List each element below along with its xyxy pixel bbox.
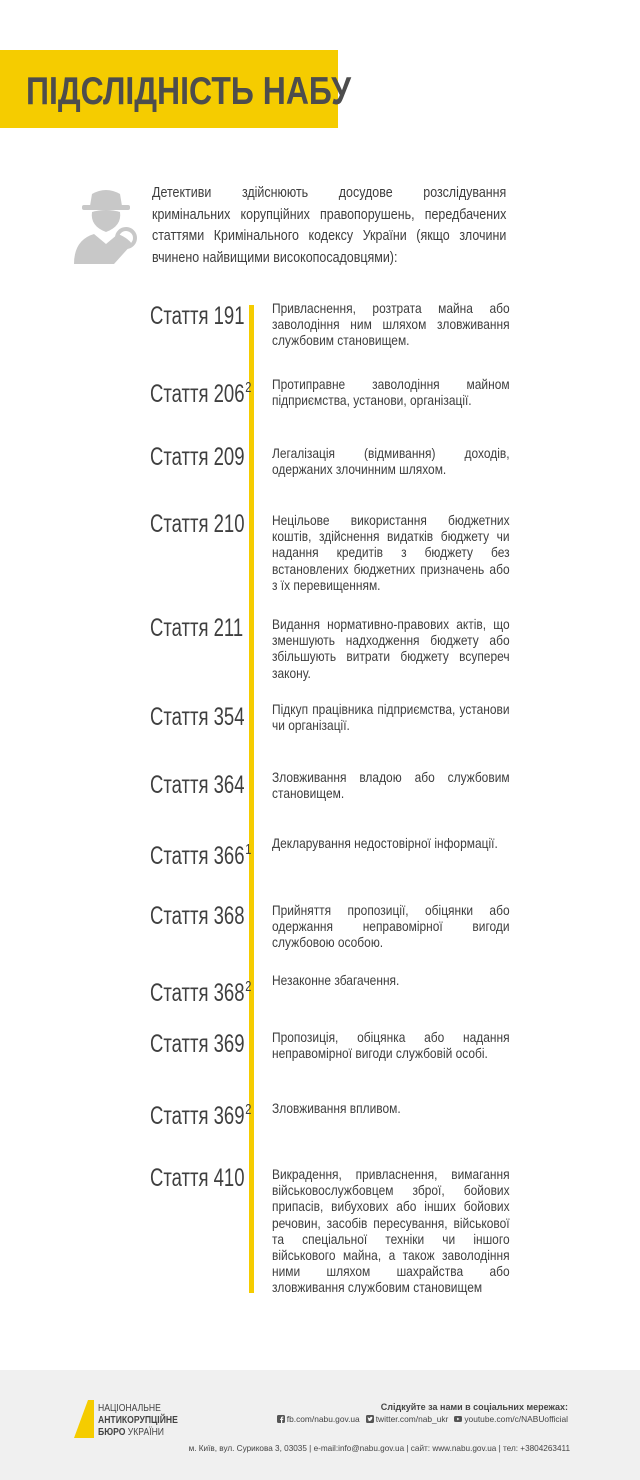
article-label bbox=[150, 510, 245, 538]
timeline-bar bbox=[249, 305, 254, 1293]
article-description: Зловживання владою або службовим становищем. bbox=[272, 770, 510, 802]
detective-icon bbox=[70, 188, 142, 264]
article-label bbox=[150, 374, 252, 408]
contacts-line: м. Київ, вул. Сурикова 3, 03035 | e-mail:info@nabu.gov.ua | сайт: www.nabu.gov.ua | тел: +3804263411 bbox=[188, 1444, 570, 1453]
page-title: ПІДСЛІДНІСТЬ НАБУ bbox=[26, 70, 352, 113]
youtube-icon bbox=[454, 1415, 462, 1423]
article-number: Стаття 210 bbox=[150, 510, 245, 538]
article-label bbox=[150, 1164, 245, 1192]
article-description: Декларування недостовірної інформації. bbox=[272, 836, 498, 851]
article-label bbox=[150, 1096, 252, 1130]
article-superscript: 2 bbox=[245, 379, 252, 396]
article-number: Стаття 368 bbox=[150, 979, 245, 1007]
article-number: Стаття 354 bbox=[150, 703, 245, 731]
article-number: Стаття 206 bbox=[150, 380, 245, 408]
article-number: Стаття 364 bbox=[150, 771, 245, 799]
article-number: Стаття 366 bbox=[150, 842, 245, 870]
intro-text: Детективи здійснюють досудове розслідування кримінальних корупційних правопорушень, передбачених статтями Кримінального кодексу України (якщо злочини вчинено найвищими високопосадовцями): bbox=[152, 185, 507, 266]
article-label bbox=[150, 902, 245, 930]
article-label bbox=[150, 836, 252, 870]
article-description: Підкуп працівника підприємства, установи чи організації. bbox=[272, 702, 510, 734]
article-label bbox=[150, 302, 245, 330]
youtube-link[interactable] bbox=[454, 1414, 568, 1424]
facebook-link-text: fb.com/nabu.gov.ua bbox=[286, 1414, 360, 1424]
twitter-link[interactable] bbox=[366, 1414, 449, 1424]
article-description: Нецільове використання бюджетних коштів, здійснення видатків бюджету чи надання кредитів з бюджету без встановлених бюджетних призначень або з їх перевищенням. bbox=[272, 513, 510, 593]
article-number: Стаття 211 bbox=[150, 614, 244, 642]
facebook-link[interactable] bbox=[277, 1414, 360, 1424]
article-number: Стаття 191 bbox=[150, 302, 245, 330]
social-links bbox=[277, 1414, 568, 1424]
article-number: Стаття 410 bbox=[150, 1164, 245, 1192]
article-description: Незаконне збагачення. bbox=[272, 973, 400, 988]
nabu-logo-icon bbox=[74, 1400, 94, 1438]
article-label bbox=[150, 703, 245, 731]
logo-line-3-rest: УКРАЇНИ bbox=[125, 1426, 164, 1438]
article-description: Прийняття пропозиції, обіцянки або одержання неправомірної вигоди службовою особою. bbox=[272, 903, 510, 951]
article-number: Стаття 369 bbox=[150, 1030, 245, 1058]
youtube-link-text: youtube.com/c/NABUofficial bbox=[464, 1414, 568, 1424]
twitter-link-text: twitter.com/nab_ukr bbox=[375, 1414, 449, 1424]
article-label bbox=[150, 973, 252, 1007]
article-description: Видання нормативно-правових актів, що зменшують надходження бюджету або збільшують витрати бюджету всупереч закону. bbox=[272, 617, 510, 681]
social-title: Слідкуйте за нами в соціальних мережах: bbox=[380, 1402, 568, 1412]
article-description: Зловживання впливом. bbox=[272, 1101, 401, 1116]
article-description: Протиправне заволодіння майном підприємства, установи, організації. bbox=[272, 377, 510, 409]
article-number: Стаття 368 bbox=[150, 902, 245, 930]
article-description: Легалізація (відмивання) доходів, одержаних злочинним шляхом. bbox=[272, 446, 510, 478]
article-superscript: 2 bbox=[245, 978, 252, 995]
facebook-icon bbox=[277, 1415, 285, 1423]
article-label bbox=[150, 614, 244, 642]
article-label bbox=[150, 443, 245, 471]
article-superscript: 2 bbox=[245, 1101, 252, 1118]
article-label bbox=[150, 1030, 245, 1058]
article-description: Пропозиція, обіцянка або надання неправомірної вигоди службовій особі. bbox=[272, 1030, 510, 1062]
logo-line-1: НАЦІОНАЛЬНЕ bbox=[98, 1402, 161, 1414]
nabu-logo-text bbox=[98, 1402, 178, 1438]
footer bbox=[0, 1370, 640, 1480]
article-description: Привласнення, розтрата майна або заволодіння ним шляхом зловживання службовим становищем. bbox=[272, 301, 510, 349]
logo-line-2: АНТИКОРУПЦІЙНЕ bbox=[98, 1414, 178, 1426]
article-number: Стаття 369 bbox=[150, 1102, 245, 1130]
article-superscript: 1 bbox=[245, 841, 252, 858]
article-number: Стаття 209 bbox=[150, 443, 245, 471]
article-label bbox=[150, 771, 245, 799]
logo-line-3-bold: БЮРО bbox=[98, 1426, 126, 1438]
article-description: Викрадення, привласнення, вимагання військовослужбовцем зброї, бойових припасів, вибухових або інших бойових речовин, засобів пересування, військової та спеціальної техніки чи іншого військового майна, а також заволодіння ними шляхом шахрайства або зловживання службовим становищем bbox=[272, 1167, 510, 1296]
twitter-icon bbox=[366, 1415, 374, 1423]
